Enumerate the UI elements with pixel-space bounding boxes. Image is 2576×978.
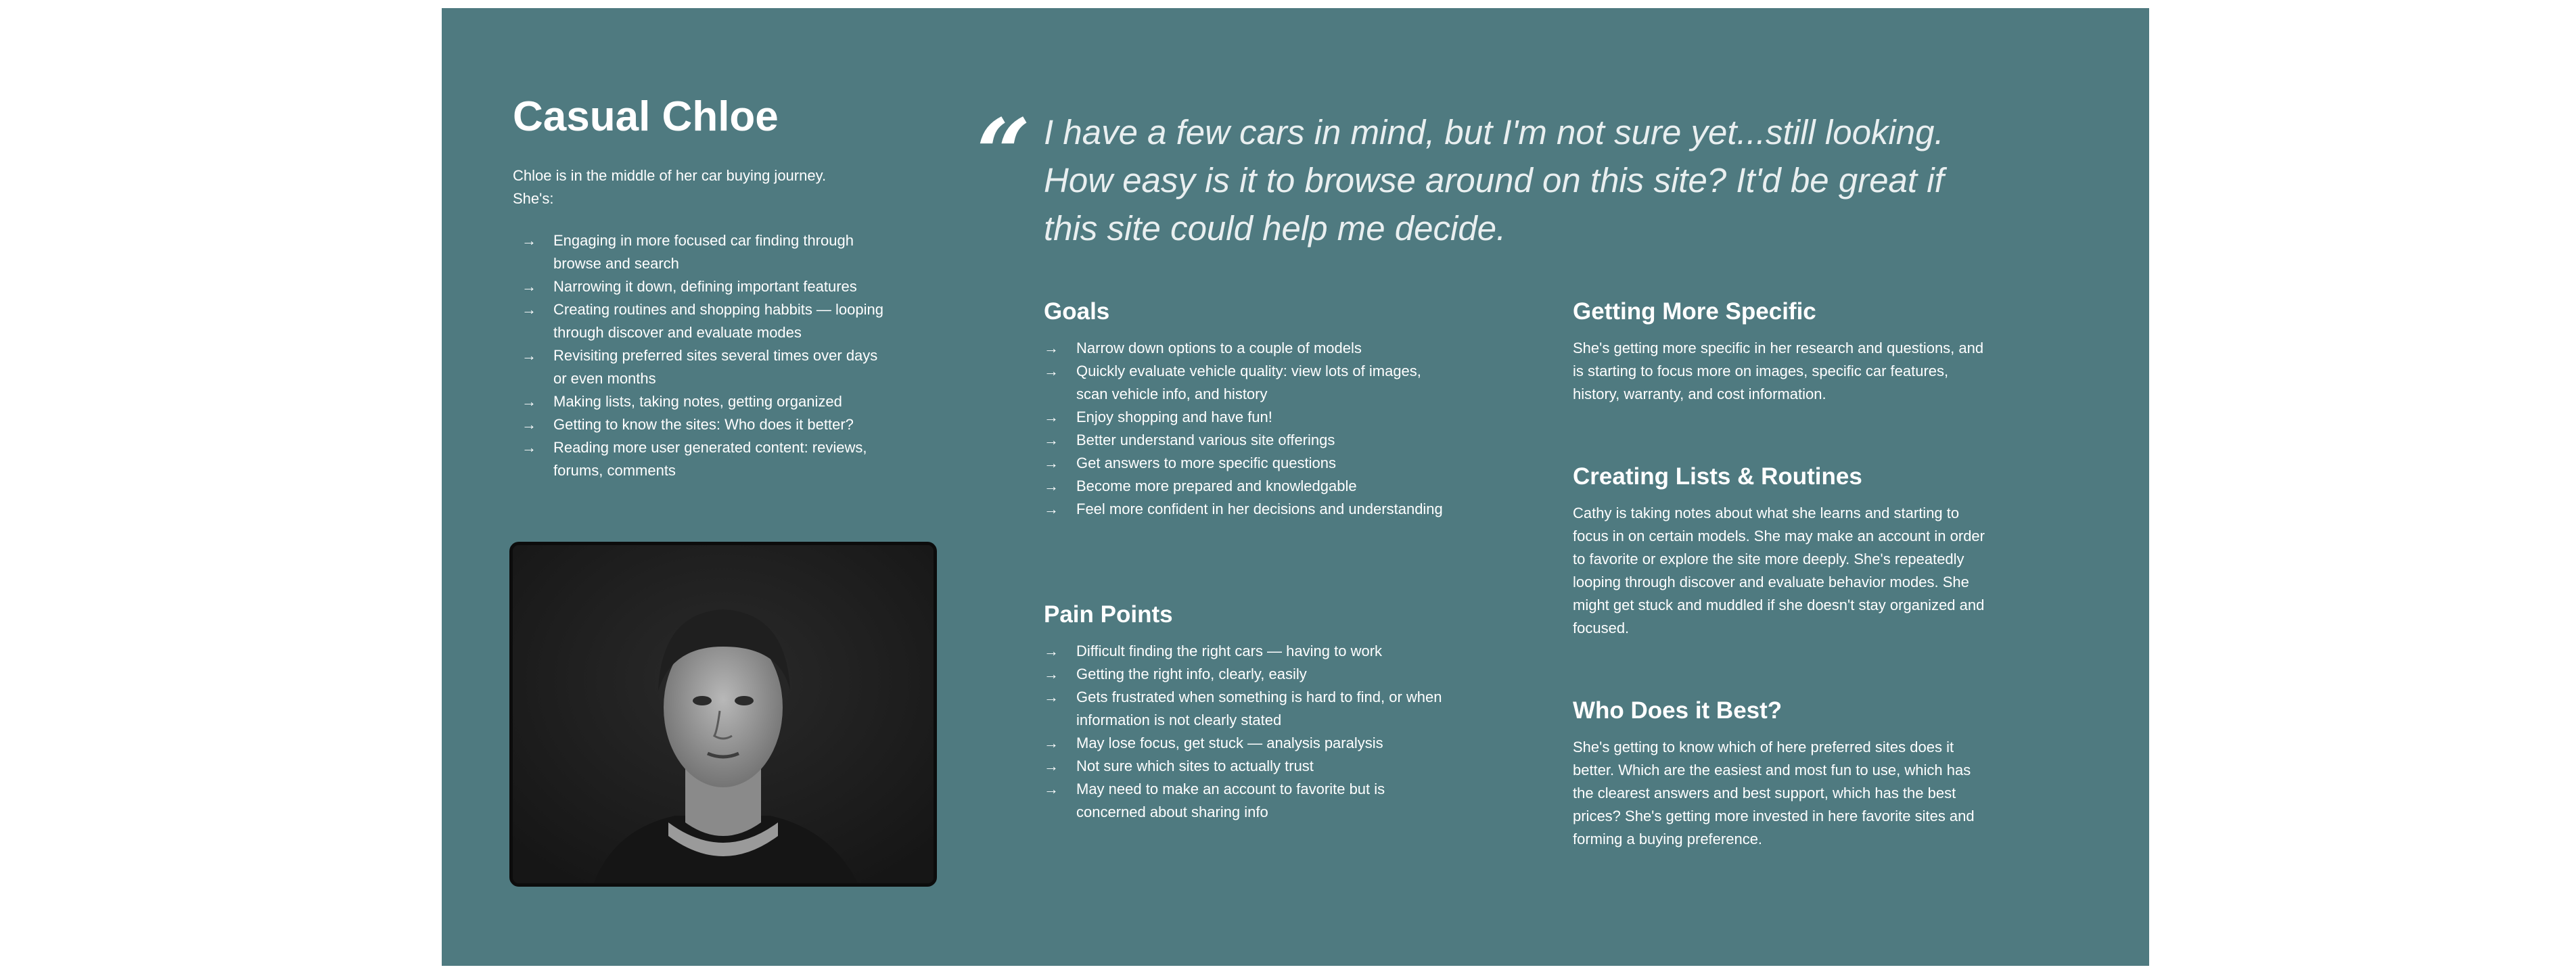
list-item [513, 275, 892, 298]
list-item [1044, 732, 1443, 755]
goal-text: Feel more confident in her decisions and understanding [1076, 500, 1443, 517]
section-title: Goals [1044, 298, 1110, 325]
trait-text: Creating routines and shopping habbits — looping through discover and evaluate modes [553, 301, 883, 342]
arrow-right-icon: → [1044, 757, 1059, 774]
list-item [513, 298, 892, 344]
goal-text: Narrow down options to a couple of models [1076, 339, 1362, 356]
arrow-right-icon: → [522, 301, 536, 319]
arrow-right-icon: → [522, 416, 536, 434]
section-body: Cathy is taking notes about what she learns and starting to focus in on certain models. She may make an account in order to favorite or explore the site more deeply. She's repeatedly looping through discover and evaluate behavior modes. She might get stuck and muddled if she doesn't stay organized and focused. [1573, 504, 1985, 636]
pain-point-text: May need to make an account to favorite but is concerned about sharing info [1076, 780, 1385, 820]
portrait-image [513, 545, 934, 883]
list-item [1044, 429, 1443, 452]
persona-name: Casual Chloe [513, 93, 779, 140]
section-title: Pain Points [1044, 601, 1173, 628]
arrow-right-icon: → [1044, 500, 1059, 517]
arrow-right-icon: → [1044, 431, 1059, 448]
list-item [1044, 452, 1443, 475]
list-item [513, 344, 892, 390]
trait-text: Narrowing it down, defining important features [553, 278, 857, 296]
goal-text: Quickly evaluate vehicle quality: view lots of images, scan vehicle info, and history [1076, 362, 1421, 402]
arrow-right-icon: → [1044, 688, 1059, 705]
persona-photo [509, 542, 937, 887]
persona-card [442, 8, 2149, 966]
arrow-right-icon: → [522, 232, 536, 250]
arrow-right-icon: → [1044, 734, 1059, 751]
list-item [1044, 663, 1443, 686]
list-item [513, 413, 892, 436]
pain-point-text: Not sure which sites to actually trust [1076, 757, 1314, 774]
quote-mark-icon: “ [976, 99, 1031, 210]
getting-specific-section [1573, 296, 1985, 406]
section-body: She's getting more specific in her research and questions, and is starting to focus more on images, specific car features, history, warranty, and cost information. [1573, 339, 1984, 402]
arrow-right-icon: → [1044, 477, 1059, 494]
list-item [1044, 406, 1443, 429]
list-item [1044, 498, 1443, 521]
pain-point-text: Getting the right info, clearly, easily [1076, 665, 1307, 682]
list-item [1044, 337, 1443, 360]
pain-points-list [1044, 640, 1443, 824]
persona-quote: I have a few cars in mind, but I'm not sure yet...still looking. How easy is it to browse around on this site? It'd be great if this site could help me decide. [1044, 113, 1944, 248]
list-item [513, 436, 892, 482]
goal-text: Get answers to more specific questions [1076, 454, 1336, 471]
list-item [1044, 686, 1443, 732]
list-item [1044, 755, 1443, 778]
pain-point-text: May lose focus, get stuck — analysis paralysis [1076, 734, 1383, 751]
list-item [513, 229, 892, 275]
who-does-it-best-section [1573, 695, 1985, 851]
arrow-right-icon: → [1044, 642, 1059, 659]
list-item [1044, 778, 1443, 824]
arrow-right-icon: → [1044, 339, 1059, 356]
section-title: Getting More Specific [1573, 298, 1816, 325]
arrow-right-icon: → [522, 439, 536, 457]
trait-text: Engaging in more focused car finding through browse and search [553, 232, 854, 273]
arrow-right-icon: → [1044, 408, 1059, 425]
lists-routines-section [1573, 461, 1992, 640]
goal-text: Better understand various site offerings [1076, 431, 1335, 448]
intro-line: She's: [513, 190, 554, 208]
list-item [513, 390, 892, 413]
section-title: Who Does it Best? [1573, 697, 1782, 724]
trait-text: Reading more user generated content: reviews, forums, comments [553, 439, 867, 480]
section-title: Creating Lists & Routines [1573, 463, 1862, 490]
pain-points-section [1044, 599, 1443, 824]
trait-text: Making lists, taking notes, getting organized [553, 393, 842, 411]
arrow-right-icon: → [1044, 454, 1059, 471]
persona-summary [513, 94, 892, 482]
list-item [1044, 475, 1443, 498]
goals-section [1044, 296, 1443, 521]
arrow-right-icon: → [522, 393, 536, 411]
arrow-right-icon: → [1044, 362, 1059, 379]
arrow-right-icon: → [1044, 665, 1059, 682]
section-body: She's getting to know which of here preferred sites does it better. Which are the easiest and most fun to use, which has the clearest answers and best support, which has the best prices? She's getting more invested in here favorite sites and forming a buying preference. [1573, 738, 1975, 847]
arrow-right-icon: → [522, 347, 536, 365]
list-item [1044, 360, 1443, 406]
intro-line: Chloe is in the middle of her car buying journey. [513, 167, 827, 185]
goal-text: Become more prepared and knowledgable [1076, 477, 1357, 494]
pain-point-text: Difficult finding the right cars — having to work [1076, 642, 1383, 659]
trait-text: Getting to know the sites: Who does it better? [553, 416, 854, 434]
trait-text: Revisiting preferred sites several times over days or even months [553, 347, 878, 388]
trait-list [513, 229, 892, 482]
list-item [1044, 640, 1443, 663]
pain-point-text: Gets frustrated when something is hard to find, or when information is not clearly stated [1076, 688, 1442, 728]
arrow-right-icon: → [522, 278, 536, 296]
arrow-right-icon: → [1044, 780, 1059, 797]
persona-intro [513, 164, 892, 210]
goal-text: Enjoy shopping and have fun! [1076, 408, 1272, 425]
goals-list [1044, 337, 1443, 521]
